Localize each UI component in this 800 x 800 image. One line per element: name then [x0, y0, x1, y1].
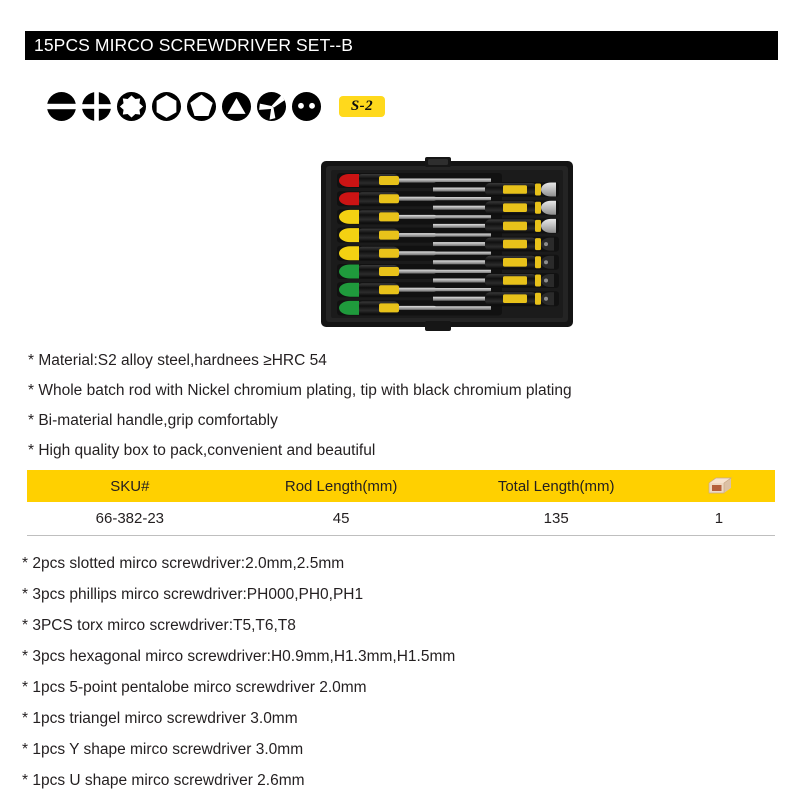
hexagonal-bit-icon: [151, 91, 182, 122]
page-title-bar: [25, 31, 778, 60]
column-header-total-length: Total Length(mm): [450, 470, 663, 502]
cell-sku: 66-382-23: [27, 502, 233, 536]
column-header-rod-length: Rod Length(mm): [233, 470, 450, 502]
steel-grade-label: S-2: [350, 98, 374, 114]
bit-type-icon-strip: [46, 91, 385, 122]
feature-list: [28, 346, 768, 466]
steel-grade-badge: [339, 96, 385, 117]
y-shape-bit-icon: [256, 91, 287, 122]
contents-item: * 1pcs Y shape mirco screwdriver 3.0mm: [22, 741, 304, 758]
contents-item: * 3PCS torx mirco screwdriver:T5,T6,T8: [22, 617, 296, 634]
feature-item: * Bi-material handle,grip comfortably: [28, 412, 278, 429]
specification-table: [27, 470, 775, 536]
table-header-row: [27, 470, 775, 502]
table-row: [27, 502, 775, 536]
page-title: 15PCS MIRCO SCREWDRIVER SET--B: [34, 35, 354, 55]
contents-item: * 1pcs triangel mirco screwdriver 3.0mm: [22, 710, 298, 727]
feature-item: * Material:S2 alloy steel,hardnees ≥HRC 54: [28, 352, 327, 369]
cell-total-length: 135: [450, 502, 663, 536]
pentalobe-bit-icon: [186, 91, 217, 122]
contents-list: [22, 548, 782, 796]
u-shape-bit-icon: [291, 91, 322, 122]
column-header-sku: SKU#: [27, 470, 233, 502]
contents-item: * 1pcs U shape mirco screwdriver 2.6mm: [22, 772, 305, 789]
column-header-carton-qty: [663, 470, 775, 502]
torx-bit-icon: [116, 91, 147, 122]
slotted-bit-icon: [46, 91, 77, 122]
triangle-bit-icon: [221, 91, 252, 122]
cell-carton-qty: 1: [663, 502, 775, 536]
feature-item: * High quality box to pack,convenient and beautiful: [28, 442, 376, 459]
contents-item: * 3pcs phillips mirco screwdriver:PH000,PH0,PH1: [22, 586, 364, 603]
carton-box-icon: [706, 476, 732, 496]
contents-item: * 3pcs hexagonal mirco screwdriver:H0.9mm,H1.3mm,H1.5mm: [22, 648, 456, 665]
contents-item: * 1pcs 5-point pentalobe mirco screwdriver 2.0mm: [22, 679, 367, 696]
cell-rod-length: 45: [233, 502, 450, 536]
feature-item: * Whole batch rod with Nickel chromium plating, tip with black chromium plating: [28, 382, 572, 399]
phillips-bit-icon: [81, 91, 112, 122]
contents-item: * 2pcs slotted mirco screwdriver:2.0mm,2.5mm: [22, 555, 345, 572]
product-photo: [313, 155, 581, 333]
